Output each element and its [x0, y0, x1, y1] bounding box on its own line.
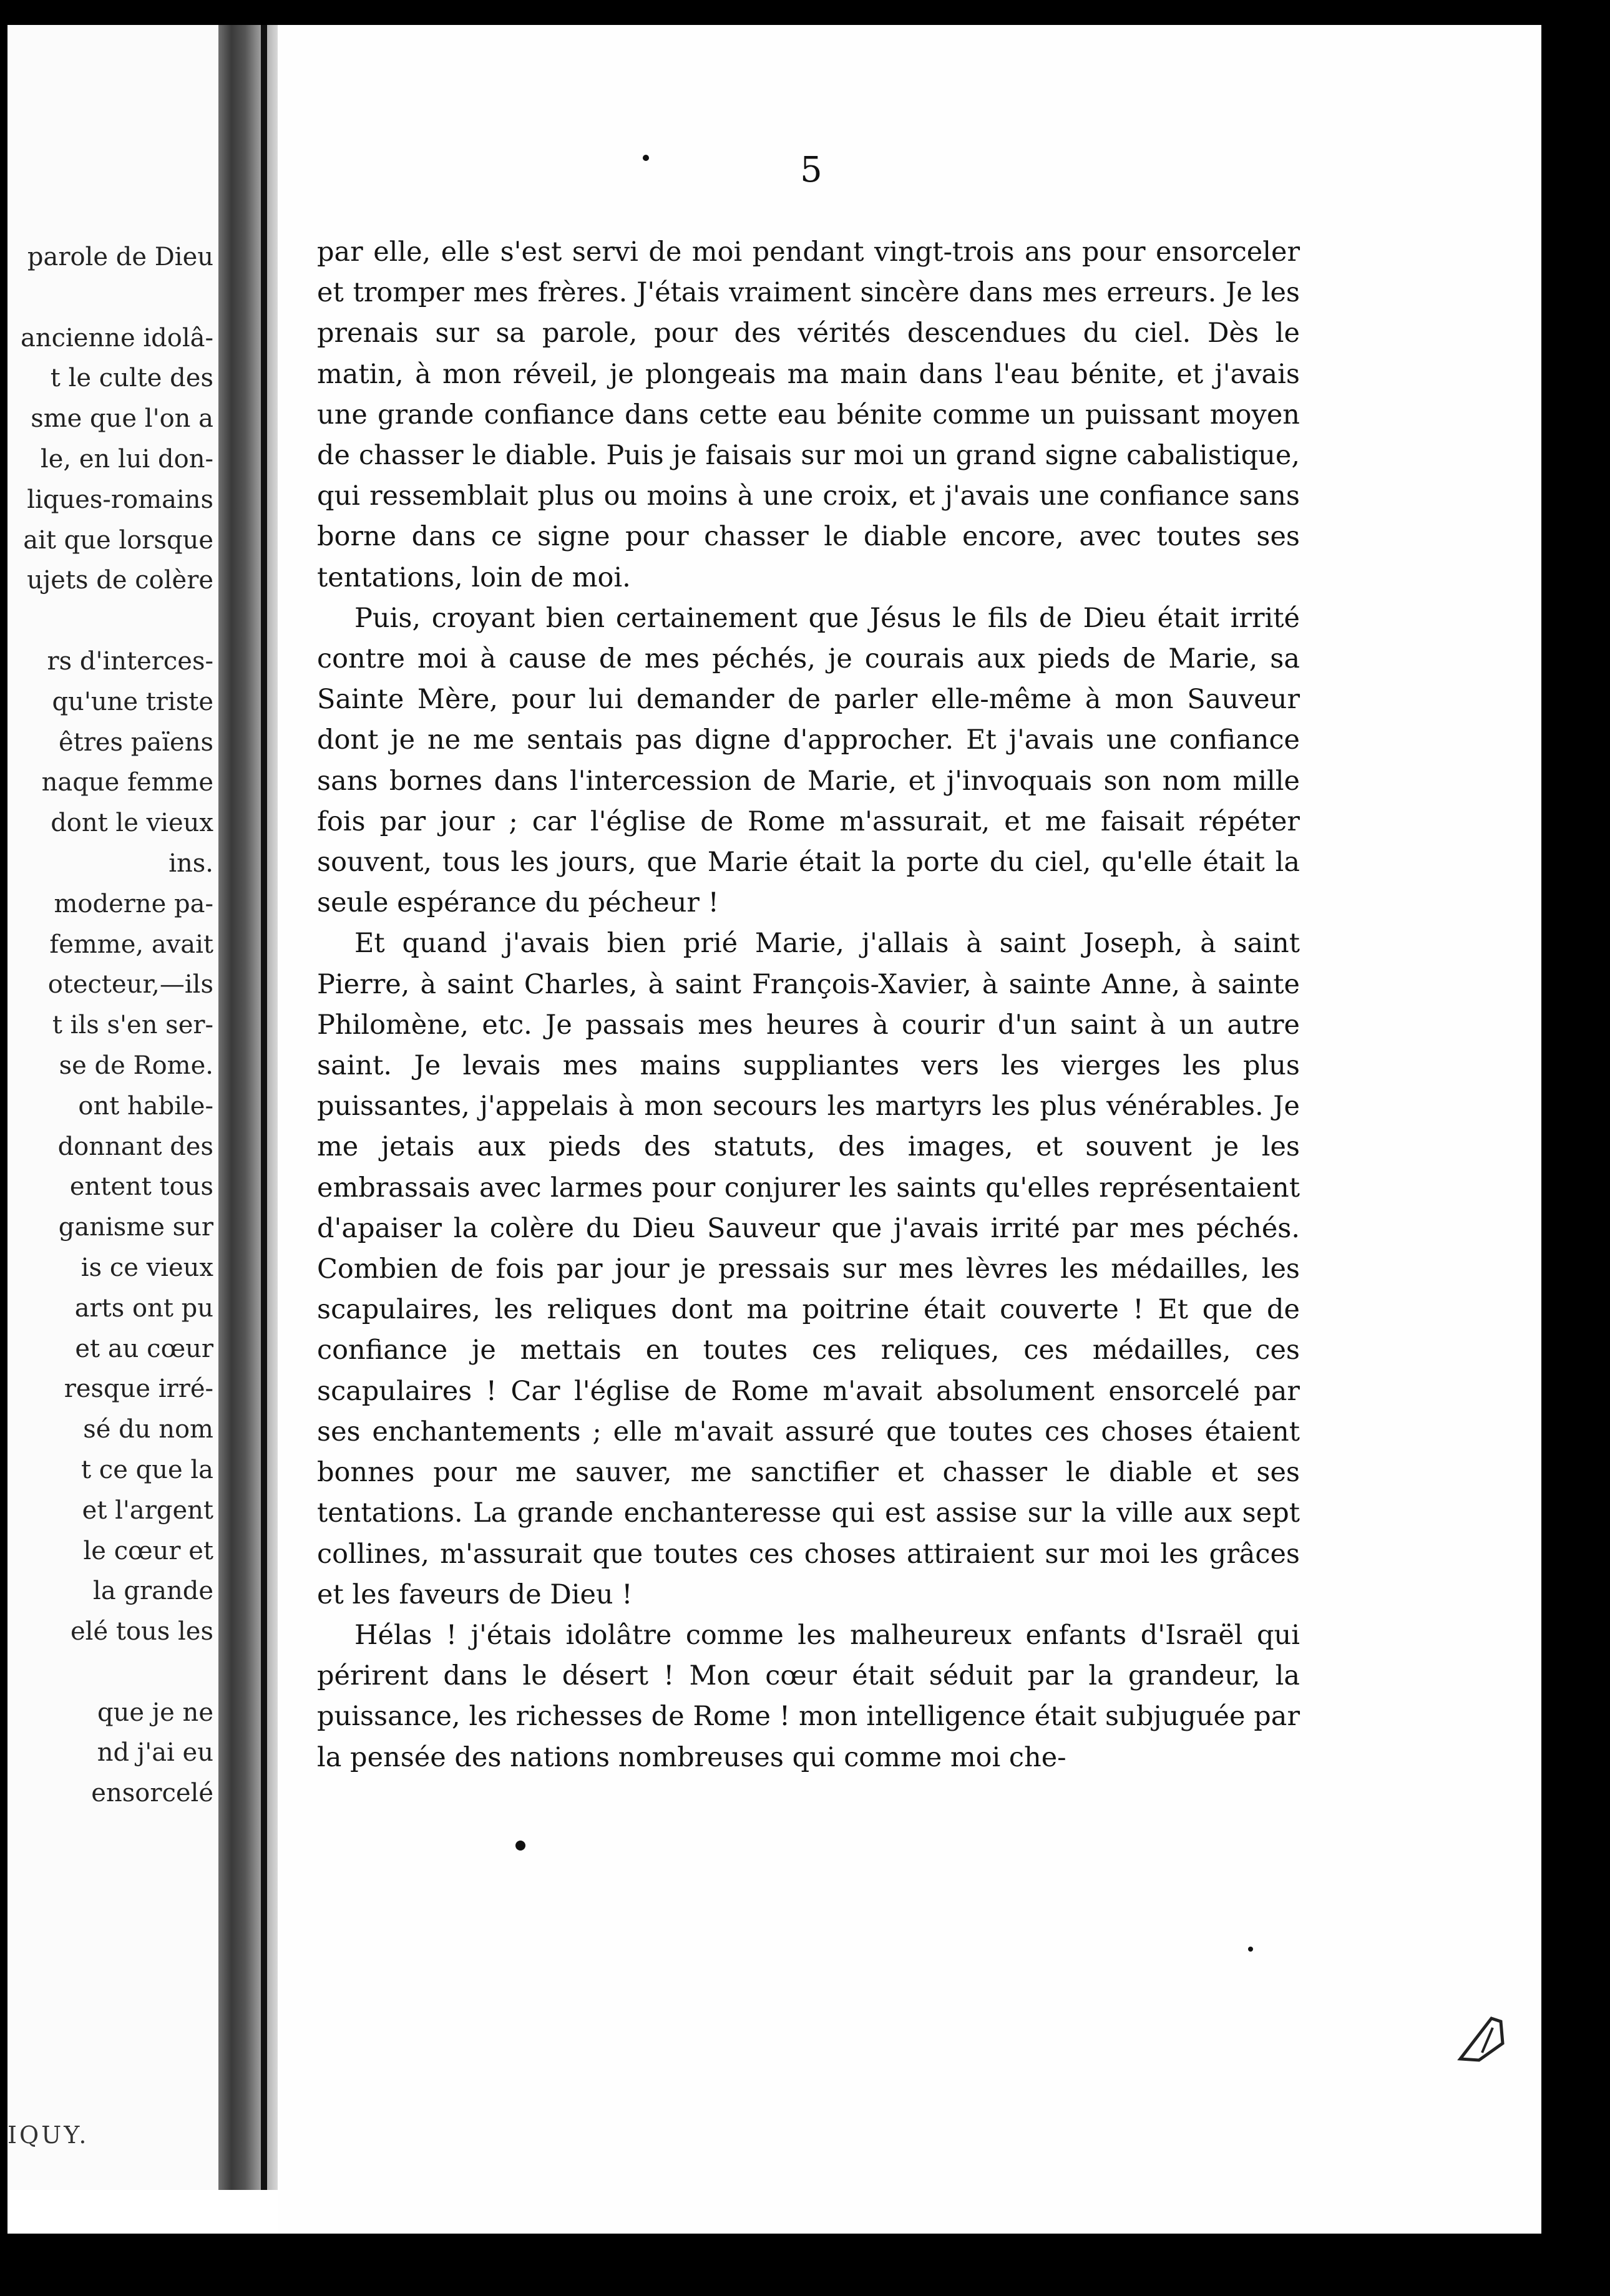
facing-page-line: ancienne idolâ-: [20, 323, 213, 353]
facing-page-line: otecteur,—ils: [47, 970, 213, 1000]
facing-page-line: le cœur et: [83, 1536, 213, 1565]
facing-page-line: t le culte des: [50, 364, 213, 393]
facing-page-line: le, en lui don-: [40, 444, 213, 474]
paragraph: Hélas ! j'étais idolâtre comme les malheureux enfants d'Israël qui périrent dans le désert ! Mon cœur était séduit par la grandeur, la puissance, les richesses de Rome ! mon intelligence était subjuguée par la pensée des nations nombreuses qui comme moi che-: [317, 1619, 1300, 1773]
paragraph: par elle, elle s'est servi de moi pendant vingt-trois ans pour ensorceler et tromper mes frères. J'étais vraiment sincère dans mes erreurs. Je les prenais sur sa parole, pour des vérités descendues du ciel. Dès le matin, à mon réveil, je plongeais ma main dans l'eau bénite, et j'avais une grande confiance dans cette eau bénite comme un puissant moyen de chasser le diable. Puis je faisais sur moi un grand signe cabalistique, qui ressemblait plus ou moins à une croix, et j'avais une confiance sans borne dans ce signe pour chasser le diable encore, avec toutes ses tentations, loin de moi.: [317, 236, 1300, 593]
facing-page-line: la grande: [93, 1577, 213, 1606]
facing-page-line: elé tous les: [70, 1617, 213, 1647]
facing-page-line: [7, 1652, 213, 1693]
facing-page-line: dont le vieux: [51, 809, 213, 838]
facing-page-line: ensorcelé: [91, 1779, 213, 1808]
facing-page-line: resque irré-: [64, 1374, 213, 1404]
facing-page-text: [7, 237, 213, 1814]
facing-page-line: ont habile-: [78, 1091, 213, 1121]
facing-page-line: entent tous: [69, 1172, 213, 1202]
facing-page-line: parole de Dieu: [27, 243, 213, 271]
book-spine: [218, 25, 278, 2190]
facing-page-line: sé du nom: [83, 1415, 213, 1444]
body-text: [317, 232, 1300, 1778]
facing-page-line: t ils s'en ser-: [52, 1011, 213, 1040]
facing-page-footer: IQUY.: [7, 2121, 89, 2149]
facing-page-line: que je ne: [97, 1698, 213, 1727]
facing-page-line: se de Rome.: [59, 1051, 213, 1080]
facing-page-line: sme que l'on a: [31, 404, 213, 434]
facing-page-line: t ce que la: [81, 1455, 213, 1484]
facing-page-line: et au cœur: [75, 1334, 213, 1363]
spine-shadow: [261, 25, 267, 2190]
facing-page-line: êtres païens: [59, 727, 213, 757]
ink-spot: [1248, 1947, 1253, 1952]
paragraph: Puis, croyant bien certainement que Jésus le fils de Dieu était irrité contre moi à cause de mes péchés, je courais aux pieds de Marie, sa Sainte Mère, pour lui demander de parler elle-même à mon Sauveur dont je ne me sentais pas digne d'approcher. Et j'avais une confiance sans bornes dans l'intercession de Marie, et j'invoquais son nom mille fois par jour ; car l'église de Rome m'assurait, et me faisait répéter souvent, tous les jours, que Marie était la porte du ciel, qu'elle était la seule espérance du pécheur !: [317, 602, 1300, 919]
facing-page-line: rs d'interces-: [47, 646, 213, 676]
facing-page-line: [7, 278, 213, 318]
facing-page-line: ganisme sur: [58, 1213, 213, 1242]
facing-page-line: ins.: [168, 849, 213, 878]
ink-spot: [643, 155, 649, 161]
facing-page-line: ujets de colère: [27, 566, 213, 595]
facing-page-line: ait que lorsque: [23, 525, 213, 555]
facing-page-line: is ce vieux: [80, 1253, 213, 1282]
scan-border-top: [0, 0, 1610, 25]
facing-page-line: qu'une triste: [52, 687, 213, 716]
facing-page-line: et l'argent: [82, 1496, 213, 1525]
facing-page-line: moderne pa-: [54, 889, 213, 918]
facing-page-line: donnant des: [57, 1132, 213, 1161]
scan-border-left: [0, 0, 7, 2296]
ink-spot: [515, 1841, 525, 1851]
facing-page-line: femme, avait: [49, 930, 213, 959]
scan-border-bottom: [0, 2234, 1610, 2296]
page-number: 5: [800, 150, 822, 190]
facing-page-line: arts ont pu: [74, 1293, 213, 1323]
scan-border-right: [1541, 0, 1610, 2296]
facing-page-line: [7, 601, 213, 641]
facing-page-line: naque femme: [41, 768, 213, 797]
facing-page-line: liques-romains: [27, 485, 213, 514]
facing-page-left: [7, 25, 218, 2190]
facing-page-line: nd j'ai eu: [97, 1738, 213, 1768]
paragraph: Et quand j'avais bien prié Marie, j'allais à saint Joseph, à saint Pierre, à saint Charles, à saint François-Xavier, à sainte Anne, à sainte Philomène, etc. Je passais mes heures à courir d'un saint à un autre saint. Je levais mes mains suppliantes vers les vierges les plus puissantes, j'appelais à mon secours les martyrs les plus vénérables. Je me jetais aux pieds des statuts, des images, et souvent je les embrassais avec larmes pour conjurer les saints qu'elles représentaient d'apaiser la colère du Dieu Sauveur que j'avais irrité par mes péchés. Combien de fois par jour je pressais sur mes lèvres les médailles, les scapulaires, les reliques dont ma poitrine était couverte ! Et que de confiance je mettais en toutes ces reliques, ces médailles, ces scapulaires ! Car l'église de Rome m'avait absolument ensorcelé par ses enchantements ; elle m'avait assuré que toutes ces choses étaient bonnes pour me sauver, me sanctifier et chasser le diable et ses tentations. La grande enchanteresse qui est assise sur la ville aux sept collines, m'assurait que toutes ces choses attiraient sur moi les grâces et les faveurs de Dieu !: [317, 928, 1300, 1610]
torn-corner-mark: [1454, 2009, 1510, 2065]
